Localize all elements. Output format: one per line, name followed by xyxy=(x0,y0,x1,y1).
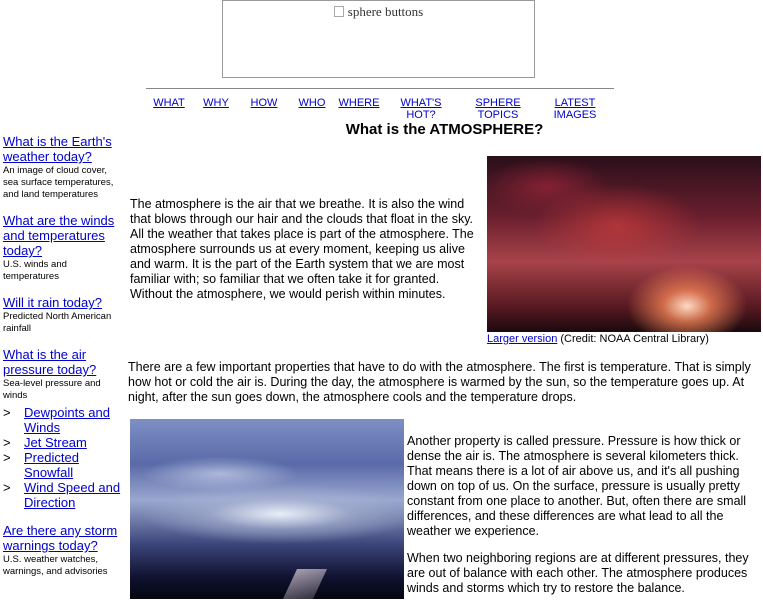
nav-link-sphere-topics[interactable]: SPHERE TOPICS xyxy=(475,97,521,119)
sphere-buttons-banner[interactable] xyxy=(222,0,535,78)
top-navigation xyxy=(0,97,763,119)
sidebar-link-rain[interactable]: Will it rain today? xyxy=(3,295,102,310)
sidebar-desc-winds-temperatures: U.S. winds and temperatures xyxy=(3,259,67,282)
sidebar-desc-air-pressure: Sea-level pressure and winds xyxy=(3,378,101,401)
nav-link-whats-hot[interactable]: WHAT'S HOT? xyxy=(400,97,442,119)
sidebar-desc-storm-warnings: U.S. weather watches, warnings, and advisories xyxy=(3,554,108,577)
bullet-marker: > xyxy=(3,450,11,465)
sidebar-link-air-pressure[interactable]: What is the air pressure today? xyxy=(3,347,97,377)
sidebar-desc-rain: Predicted North American rainfall xyxy=(3,311,112,334)
nav-link-who[interactable]: WHO xyxy=(298,97,326,109)
paragraph-pressure: Another property is called pressure. Pressure is how thick or dense the air is. The atmosphere is several kilometers thick. That means there is a lot of air above us, and it's all pushing down on top of us. On the surface, pressure is usually pretty constant from one place to another. But, often there are small differences, and these differences are what lead to all the weather we experience. xyxy=(407,434,747,538)
banner-alt-text: sphere buttons xyxy=(347,4,424,19)
sidebar-link-wind-speed[interactable]: Wind Speed and Direction xyxy=(24,480,121,510)
sidebar-subitem-snowfall xyxy=(3,450,123,480)
broken-image-icon xyxy=(334,6,344,17)
sidebar-link-dewpoints[interactable]: Dewpoints and Winds xyxy=(24,405,110,435)
paragraph-intro: The atmosphere is the air that we breathe. It is also the wind that blows through our hair and the clouds that float in the sky. All the weather that takes place is part of the atmosphere. The atmosphere surrounds us at every moment, keeping us alive and warm. It is the part of the Earth system that we are most familiar with; so familiar that we often take it for granted. Without the atmosphere, we would perish within minutes. xyxy=(130,197,474,301)
sidebar-link-storm-warnings[interactable]: Are there any storm warnings today? xyxy=(3,523,118,553)
sidebar-link-winds-temperatures[interactable]: What are the winds and temperatures today? xyxy=(3,213,115,258)
sunset-clouds-image[interactable] xyxy=(487,156,761,332)
nav-link-what[interactable]: WHAT xyxy=(153,97,185,109)
sidebar-link-jet-stream[interactable]: Jet Stream xyxy=(24,435,87,450)
bullet-marker: > xyxy=(3,405,11,420)
sidebar-link-earth-weather[interactable]: What is the Earth's weather today? xyxy=(3,134,112,164)
image-credit: (Credit: NOAA Central Library) xyxy=(557,333,709,345)
sidebar-desc-earth-weather: An image of cloud cover, sea surface temperatures, and land temperatures xyxy=(3,165,114,200)
nav-divider xyxy=(146,88,614,89)
image-caption xyxy=(487,333,709,345)
nav-link-why[interactable]: WHY xyxy=(203,97,229,109)
bullet-marker: > xyxy=(3,480,11,495)
sidebar-subitem-wind-speed xyxy=(3,480,123,510)
paragraph-temperature: There are a few important properties that have to do with the atmosphere. The first is temperature. That is simply how hot or cold the air is. During the day, the atmosphere is warmed by the sun, so the temperature goes up. At night, after the sun goes down, the atmosphere cools and the temperature drops. xyxy=(128,360,751,404)
bullet-marker: > xyxy=(3,435,11,450)
banner-broken-image xyxy=(334,4,423,20)
paragraph-balance: When two neighboring regions are at different pressures, they are out of balance with each other. The atmosphere produces winds and storms which try to restore the balance. xyxy=(407,551,749,595)
nav-link-latest-images[interactable]: LATEST IMAGES xyxy=(553,97,597,119)
page-title: What is the ATMOSPHERE? xyxy=(345,121,544,138)
nav-link-how[interactable]: HOW xyxy=(250,97,278,109)
nav-link-where[interactable]: WHERE xyxy=(338,97,380,109)
sidebar-subitem-dewpoints xyxy=(3,405,123,435)
road-detail xyxy=(283,569,327,599)
sidebar-subitem-jet-stream xyxy=(3,435,123,450)
sidebar xyxy=(3,134,123,590)
larger-version-link[interactable]: Larger version xyxy=(487,333,558,345)
sidebar-link-snowfall[interactable]: Predicted Snowfall xyxy=(24,450,79,480)
storm-clouds-image[interactable] xyxy=(130,419,404,599)
